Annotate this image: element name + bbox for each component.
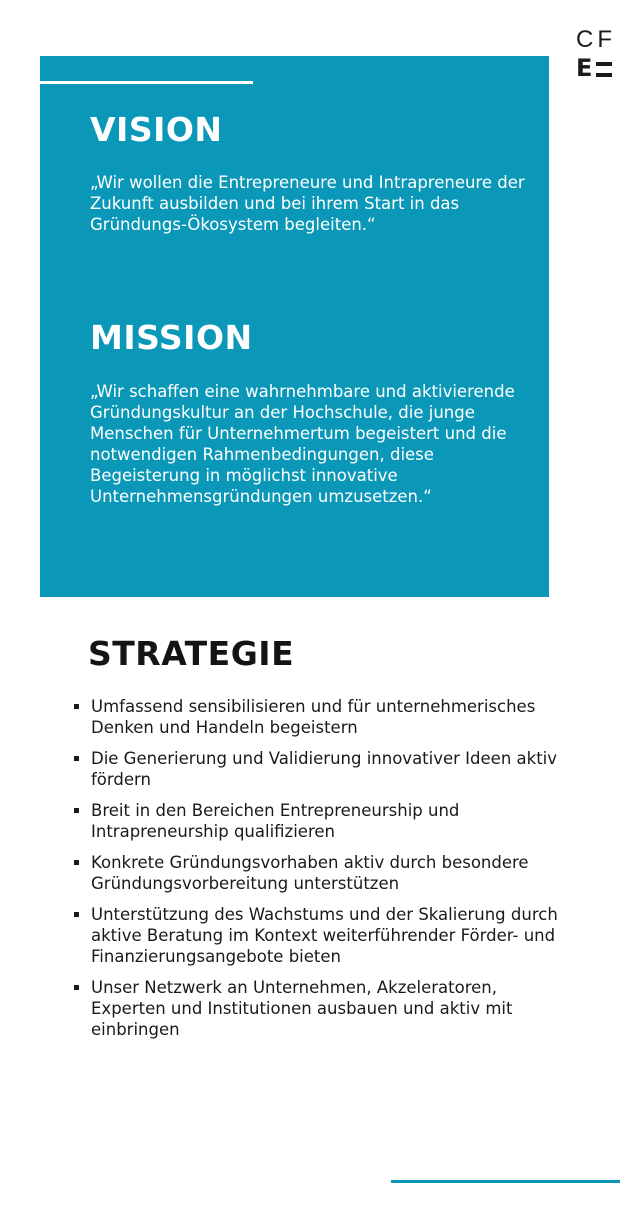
strategy-item: [74, 696, 564, 738]
strategy-item: [74, 904, 564, 967]
strategy-item: [74, 800, 564, 842]
strategy-item-text: Breit in den Bereichen Entrepreneurship und Intrapreneurship qualifizieren: [91, 801, 460, 841]
bullet-icon: [74, 985, 79, 990]
bullet-icon: [74, 756, 79, 761]
mission-text: „Wir schaffen eine wahrnehmbare und aktivierende Gründungskultur an der Hochschule, die junge Menschen für Unternehmertum begeistert und die notwendigen Rahmenbedingungen, diese Begeisterung in möglichst innovative Unternehmensgründungen umzusetzen.“: [90, 382, 515, 506]
strategy-item: [74, 852, 564, 894]
logo-top-letters: CF: [576, 26, 616, 53]
strategy-item: [74, 748, 564, 790]
strategy-item: [74, 977, 564, 1040]
strategy-item-text: Konkrete Gründungsvorhaben aktiv durch besondere Gründungsvorbereitung unterstützen: [91, 853, 529, 893]
logo-bottom-letter: E: [576, 54, 593, 82]
bullet-icon: [74, 912, 79, 917]
strategy-title: STRATEGIE: [88, 634, 295, 673]
logo-bottom-row: [576, 56, 624, 80]
cfe-logo: [576, 28, 624, 92]
panel-top-rule: [40, 81, 253, 84]
logo-dash-icon: [596, 60, 614, 76]
bottom-rule: [391, 1180, 620, 1183]
strategy-item-text: Unterstützung des Wachstums und der Skalierung durch aktive Beratung im Kontext weiterführender Förder- und Finanzierungsangebote bieten: [91, 905, 558, 966]
bullet-icon: [74, 808, 79, 813]
strategy-item-text: Die Generierung und Validierung innovativer Ideen aktiv fördern: [91, 749, 558, 789]
vision-title: VISION: [90, 110, 223, 149]
vision-mission-panel: [40, 56, 549, 597]
strategy-item-text: Unser Netzwerk an Unternehmen, Akzeleratoren, Experten und Institutionen ausbauen und aktiv mit einbringen: [91, 978, 513, 1039]
bullet-icon: [74, 704, 79, 709]
mission-title: MISSION: [90, 318, 253, 357]
strategy-item-text: Umfassend sensibilisieren und für unternehmerisches Denken und Handeln begeistern: [91, 697, 536, 737]
strategy-list: [74, 696, 564, 1050]
vision-text: „Wir wollen die Entrepreneure und Intrapreneure der Zukunft ausbilden und bei ihrem Start in das Gründungs-Ökosystem begleiten.“: [90, 173, 525, 234]
bullet-icon: [74, 860, 79, 865]
